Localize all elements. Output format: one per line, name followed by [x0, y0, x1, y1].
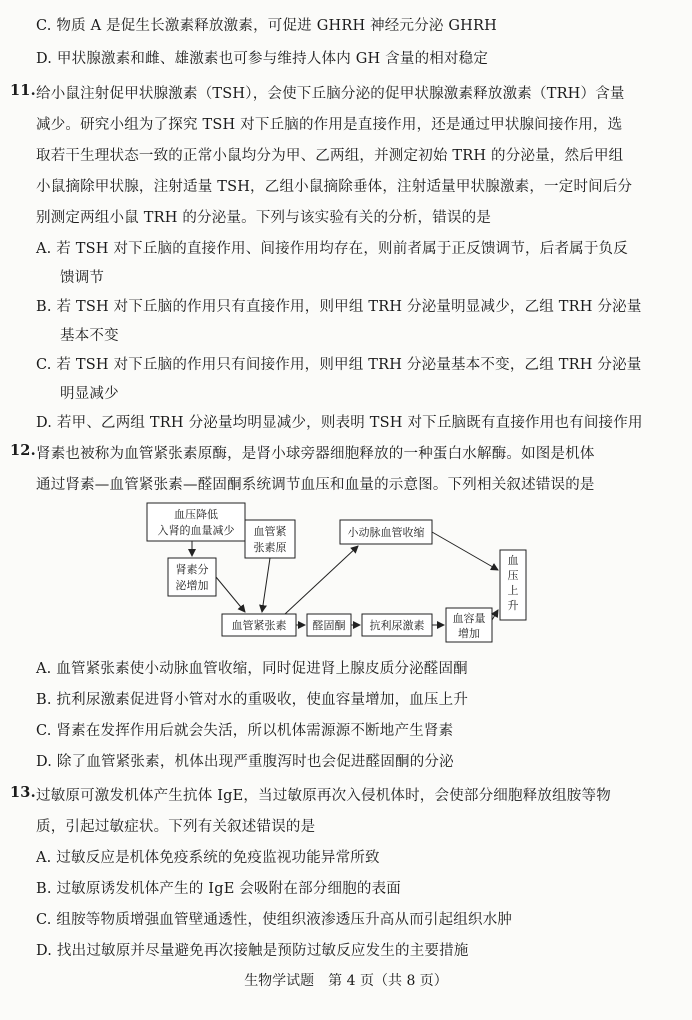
- box-angiotensinogen: [245, 520, 295, 558]
- q13-option-b: B. 过敏原诱发机体产生的 IgE 会吸附在部分细胞的表面: [36, 881, 401, 897]
- box-blood-volume-line2: 增加: [458, 627, 480, 640]
- q12-option-c: C. 肾素在发挥作用后就会失活，所以机体需源源不断地产生肾素: [36, 723, 454, 739]
- q11-stem-line: 给小鼠注射促甲状腺激素（TSH），会使下丘脑分泌的促甲状腺激素释放激素（TRH）含量: [36, 86, 625, 102]
- q12-option-b: B. 抗利尿激素促进肾小管对水的重吸收，使血容量增加，血压上升: [36, 692, 469, 708]
- raas-diagram: [0, 498, 692, 648]
- box-renin-line1: 肾素分: [175, 563, 209, 576]
- box-bp-rise: [500, 550, 526, 620]
- q11-option-c-cont: 明显减少: [60, 386, 119, 402]
- q11-option-d: D. 若甲、乙两组 TRH 分泌量均明显减少，则表明 TSH 对下丘脑既有直接作用也有间接作用: [36, 415, 643, 431]
- arrow-bloodvolume-bprise: [492, 610, 498, 620]
- box-bp-rise-char4: 升: [507, 599, 519, 612]
- page-footer: 生物学试题 第 4 页（共 8 页）: [244, 973, 448, 989]
- q13-option-a: A. 过敏反应是机体免疫系统的免疫监视功能异常所致: [36, 850, 380, 866]
- q12-option-d: D. 除了血管紧张素，机体出现严重腹泻时也会促进醛固酮的分泌: [36, 754, 454, 770]
- q11-option-b: B. 若 TSH 对下丘脑的作用只有直接作用，则甲组 TRH 分泌量明显减少，乙组 TRH 分泌量: [36, 299, 642, 315]
- box-bp-rise-char2: 压: [507, 569, 519, 582]
- box-bp-drop: [147, 503, 245, 541]
- box-renin: [168, 558, 216, 596]
- box-adh: [362, 614, 432, 636]
- arrow-arteriole-bprise: [432, 532, 498, 570]
- q12-stem-line: 肾素也被称为血管紧张素原酶，是肾小球旁器细胞释放的一种蛋白水解酶。如图是机体: [36, 446, 595, 462]
- box-adh-label: 抗利尿激素: [369, 619, 425, 632]
- q10-option-c: C. 物质 A 是促生长激素释放激素，可促进 GHRH 神经元分泌 GHRH: [36, 18, 497, 34]
- q11-option-a-cont: 馈调节: [60, 270, 105, 286]
- box-aldosterone-label: 醛固酮: [312, 619, 346, 632]
- q13-number: 13.: [10, 784, 36, 801]
- box-bp-drop-line1: 血压降低: [174, 508, 218, 521]
- box-bp-drop-line2: 入肾的血量减少: [157, 524, 235, 537]
- q13-stem-line: 过敏原可激发机体产生抗体 IgE，当过敏原再次入侵机体时，会使部分细胞释放组胺等物: [36, 788, 611, 804]
- box-aldosterone: [307, 614, 351, 636]
- box-blood-volume: [446, 608, 492, 642]
- q12-number: 12.: [10, 442, 36, 459]
- q11-stem-line: 小鼠摘除甲状腺，注射适量 TSH，乙组小鼠摘除垂体，注射适量甲状腺激素，一定时间后分: [36, 179, 633, 195]
- q13-stem-line: 质，引起过敏症状。下列有关叙述错误的是: [36, 819, 316, 835]
- box-blood-volume-line1: 血容量: [452, 612, 486, 625]
- q10-option-d: D. 甲状腺激素和雌、雄激素也可参与维持人体内 GH 含量的相对稳定: [36, 51, 489, 67]
- q12-option-a: A. 血管紧张素使小动脉血管收缩，同时促进肾上腺皮质分泌醛固酮: [36, 661, 468, 677]
- arrow-angiotensinogen-angiotensin: [262, 558, 270, 612]
- arrow-angiotensin-arteriole: [285, 546, 358, 614]
- q11-stem-line: 取若干生理状态一致的正常小鼠均分为甲、乙两组，并测定初始 TRH 的分泌量，然后甲组: [36, 148, 624, 164]
- box-bp-rise-char1: 血: [507, 554, 519, 567]
- box-angiotensin-label: 血管紧张素: [231, 619, 287, 632]
- q11-number: 11.: [10, 82, 36, 99]
- box-renin-line2: 泌增加: [175, 579, 209, 592]
- box-arteriole-label: 小动脉血管收缩: [347, 526, 425, 539]
- box-angiotensin: [222, 614, 296, 636]
- q13-option-d: D. 找出过敏原并尽量避免再次接触是预防过敏反应发生的主要措施: [36, 943, 469, 959]
- box-arteriole: [340, 520, 432, 544]
- box-bp-rise-char3: 上: [507, 584, 519, 597]
- q11-stem-line: 别测定两组小鼠 TRH 的分泌量。下列与该实验有关的分析，错误的是: [36, 210, 492, 226]
- arrow-renin-angiotensin: [216, 577, 245, 612]
- q11-option-a: A. 若 TSH 对下丘脑的直接作用、间接作用均存在，则前者属于正反馈调节，后者属于负反: [36, 241, 628, 257]
- q11-option-b-cont: 基本不变: [60, 328, 119, 344]
- q11-stem-line: 减少。研究小组为了探究 TSH 对下丘脑的作用是直接作用，还是通过甲状腺间接作用，选: [36, 117, 623, 133]
- q11-option-c: C. 若 TSH 对下丘脑的作用只有间接作用，则甲组 TRH 分泌量基本不变，乙组 TRH 分泌量: [36, 357, 642, 373]
- box-angiotensinogen-line1: 血管紧: [253, 525, 287, 538]
- box-angiotensinogen-line2: 张素原: [253, 541, 287, 554]
- q13-option-c: C. 组胺等物质增强血管壁通透性，使组织液渗透压升高从而引起组织水肿: [36, 912, 513, 928]
- q12-stem-line: 通过肾素—血管紧张素—醛固酮系统调节血压和血量的示意图。下列相关叙述错误的是: [36, 477, 595, 493]
